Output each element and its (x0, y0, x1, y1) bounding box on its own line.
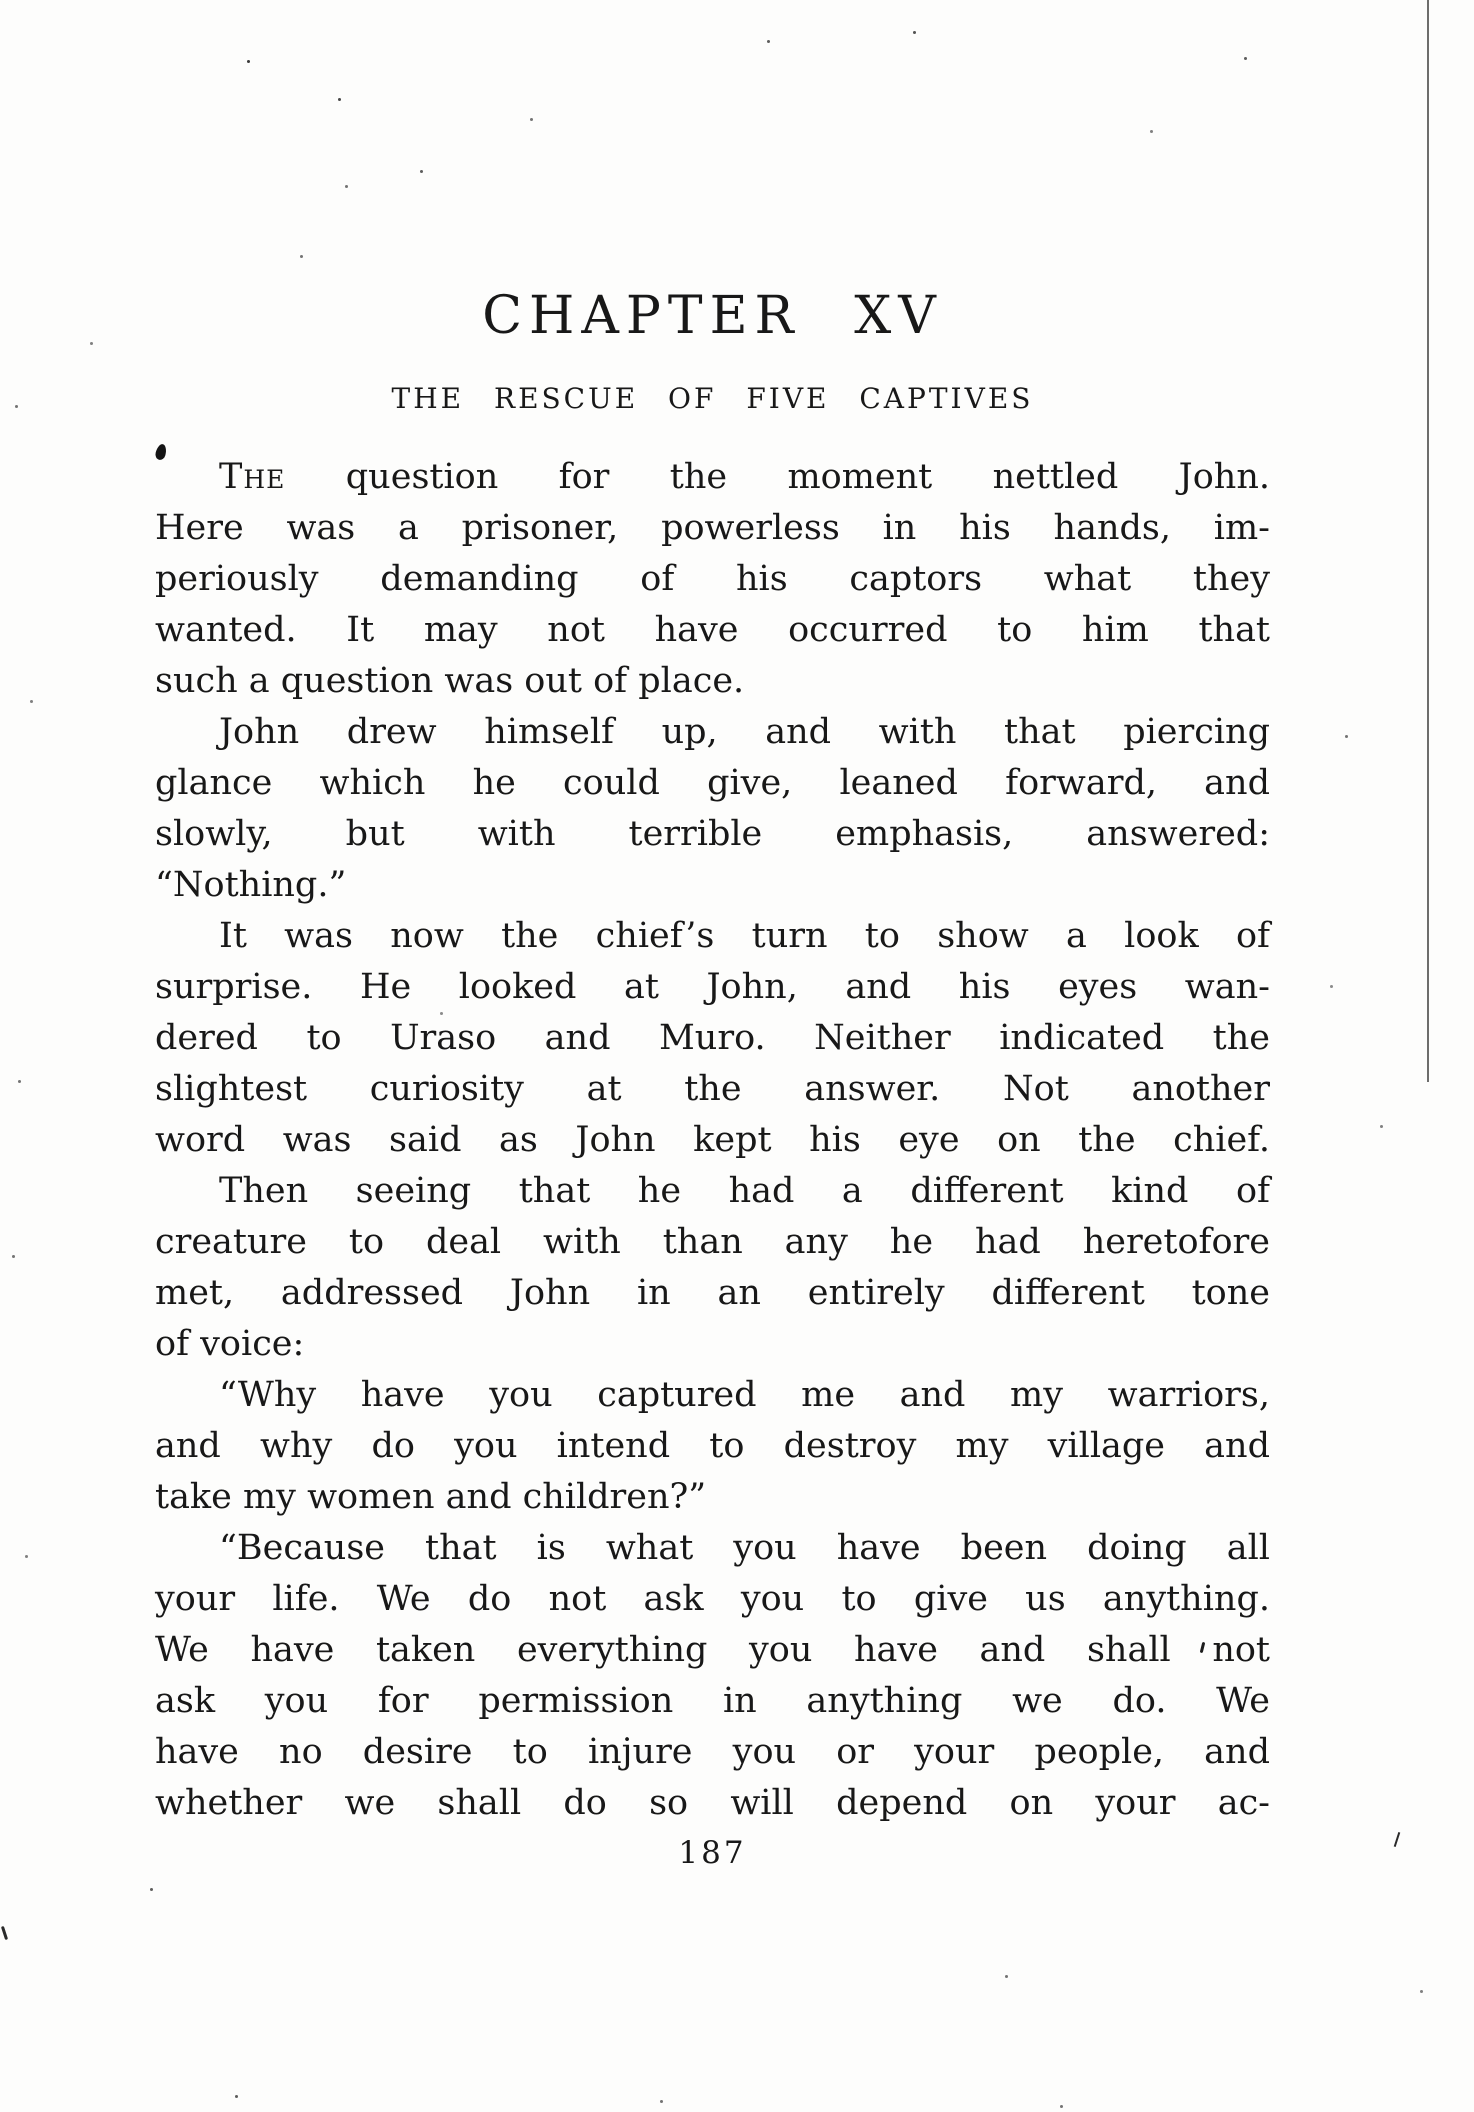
text-line: Then seeing that he had a different kind of (219, 1171, 1270, 1211)
text-line: We have taken everything you have and shall not (155, 1630, 1270, 1670)
text-line: your life. We do not ask you to give us anything. (155, 1579, 1270, 1619)
page-number: 187 (678, 1835, 747, 1871)
text-line: slowly, but with terrible emphasis, answered: (155, 814, 1270, 854)
text-line: take my women and children?” (155, 1477, 707, 1517)
text-line: creature to deal with than any he had heretofore (155, 1222, 1270, 1262)
text-line: met, addressed John in an entirely different tone (155, 1273, 1270, 1313)
text-line: Here was a prisoner, powerless in his hands, im- (155, 508, 1270, 548)
paragraph (155, 452, 1270, 707)
text-line: slightest curiosity at the answer. Not another (155, 1069, 1270, 1109)
text-line: surprise. He looked at John, and his eyes wan- (155, 967, 1270, 1007)
paragraph (155, 1523, 1270, 1829)
paragraph (155, 707, 1270, 911)
text-line: whether we shall do so will depend on your ac- (155, 1783, 1270, 1823)
text-line: word was said as John kept his eye on the chief. (155, 1120, 1270, 1160)
text-line: such a question was out of place. (155, 661, 745, 701)
text-line: dered to Uraso and Muro. Neither indicated the (155, 1018, 1270, 1058)
text-line: It was now the chief’s turn to show a look of (219, 916, 1270, 956)
text-line: “Nothing.” (155, 865, 347, 905)
body-text (155, 452, 1270, 1829)
paragraph (155, 1166, 1270, 1370)
text-line: of voice: (155, 1324, 305, 1364)
paragraph (155, 911, 1270, 1166)
text-line: and why do you intend to destroy my village and (155, 1426, 1270, 1466)
text-line: wanted. It may not have occurred to him that (155, 610, 1270, 650)
scan-specks (0, 0, 3, 3)
text-line: periously demanding of his captors what they (155, 559, 1270, 599)
text-line: The question for the moment nettled John. (219, 457, 1270, 497)
small-caps-lead: The (219, 457, 286, 497)
scan-mark-bottom-right (1394, 1832, 1401, 1847)
text-line: John drew himself up, and with that piercing (219, 712, 1270, 752)
scan-mark-bottom-left (1, 1926, 8, 1940)
text-line: “Because that is what you have been doing all (219, 1528, 1270, 1568)
scan-edge-artifact (1427, 0, 1429, 1082)
paragraph (155, 1370, 1270, 1523)
chapter-subtitle: THE RESCUE OF FIVE CAPTIVES (391, 382, 1034, 415)
text-line: glance which he could give, leaned forward, and (155, 763, 1270, 803)
text-line: ask you for permission in anything we do. We (155, 1681, 1270, 1721)
text-line: have no desire to injure you or your people, and (155, 1732, 1270, 1772)
text-line: “Why have you captured me and my warriors, (219, 1375, 1270, 1415)
chapter-title: CHAPTER XV (482, 286, 943, 346)
